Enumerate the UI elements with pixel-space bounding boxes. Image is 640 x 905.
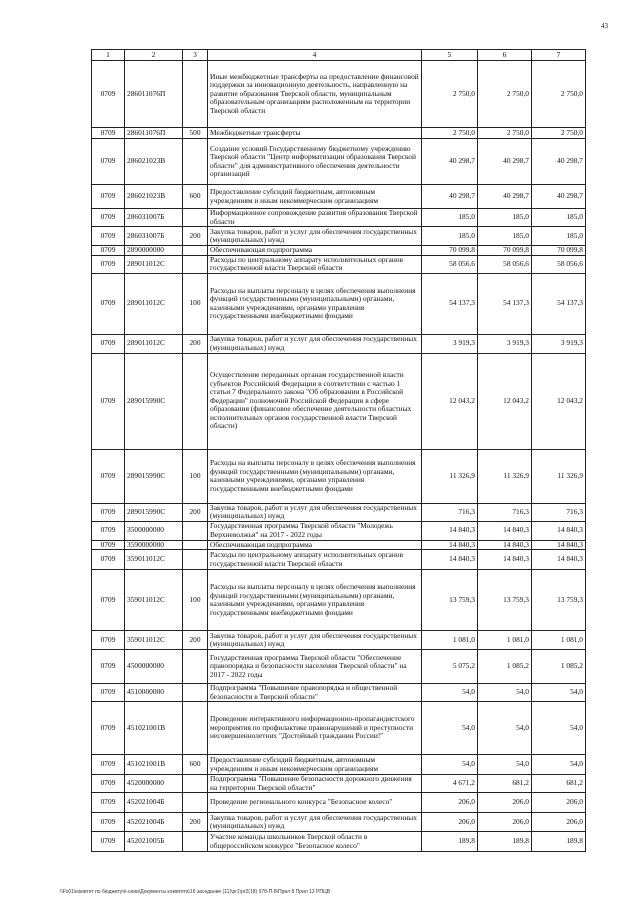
table-row <box>92 128 586 139</box>
amount-2021-cell: 1 085,2 <box>478 650 532 684</box>
table-row <box>92 449 586 503</box>
amount-2022-cell: 11 326,9 <box>532 449 586 503</box>
description-cell: Осуществление переданных органам государственной власти субъектов Российской Федерации в соответствии с частью 1 статьи 7 Федерального закона "Об образовании в Российской Федерации" полномочий Российской Федерации в сфере образования (финансовое обеспечение деятельности областных исполнительных органов государственной власти Тверской области) <box>208 353 422 449</box>
code-target-cell: 4510000000 <box>125 684 183 702</box>
code-target-cell: 452021004Б <box>125 793 183 813</box>
amount-2021-cell: 70 099,8 <box>478 246 532 256</box>
code-expense-cell: 100 <box>183 570 208 631</box>
amount-2022-cell: 54 137,3 <box>532 273 586 334</box>
code-section-cell: 0709 <box>92 128 125 139</box>
amount-2022-cell: 206,0 <box>532 793 586 813</box>
code-target-cell: 286031007Б <box>125 227 183 246</box>
code-expense-cell <box>183 209 208 227</box>
table-row <box>92 570 586 631</box>
code-expense-cell <box>183 353 208 449</box>
page-number: 43 <box>601 22 608 30</box>
amount-2021-cell: 54,0 <box>478 684 532 702</box>
amount-2021-cell: 14 840,3 <box>478 521 532 540</box>
code-expense-cell <box>183 550 208 570</box>
description-cell: Расходы по центральному аппарату исполнительных органов государственной власти Тверской области <box>208 255 422 273</box>
code-expense-cell <box>183 684 208 702</box>
code-section-cell: 0709 <box>92 185 125 209</box>
code-expense-cell: 200 <box>183 503 208 521</box>
table-row <box>92 209 586 227</box>
code-target-cell: 289015990С <box>125 449 183 503</box>
code-section-cell: 0709 <box>92 521 125 540</box>
table-row <box>92 227 586 246</box>
amount-2020-cell: 185,0 <box>422 209 478 227</box>
amount-2020-cell: 70 099,8 <box>422 246 478 256</box>
amount-2022-cell: 2 750,0 <box>532 61 586 128</box>
table-row <box>92 185 586 209</box>
amount-2022-cell: 54,0 <box>532 702 586 755</box>
amount-2021-cell: 14 840,3 <box>478 550 532 570</box>
table-row <box>92 650 586 684</box>
description-cell: Создание условий Государственному бюджетному учреждению Тверской области "Центр информатизации образования Тверской области" для административного обеспечения деятельности организаций <box>208 139 422 185</box>
description-cell: Проведение интерактивного информационно-пропагандистского мероприятия по профилактике правонарушений и преступности несовершеннолетних "Достойный гражданин России!" <box>208 702 422 755</box>
table-row <box>92 334 586 353</box>
description-cell: Подпрограмма "Повышение правопорядка и общественной безопасности в Тверской области" <box>208 684 422 702</box>
code-section-cell: 0709 <box>92 832 125 852</box>
code-expense-cell: 200 <box>183 813 208 832</box>
amount-2021-cell: 716,3 <box>478 503 532 521</box>
code-target-cell: 4520000000 <box>125 775 183 793</box>
amount-2022-cell: 54,0 <box>532 684 586 702</box>
code-section-cell: 0709 <box>92 246 125 256</box>
table-row <box>92 550 586 570</box>
amount-2020-cell: 5 075,2 <box>422 650 478 684</box>
code-target-cell: 289015990С <box>125 353 183 449</box>
amount-2021-cell: 12 043,2 <box>478 353 532 449</box>
code-expense-cell <box>183 650 208 684</box>
table-row <box>92 684 586 702</box>
description-cell: Подпрограмма "Повышение безопасности дорожного движения на территории Тверской области" <box>208 775 422 793</box>
description-cell: Расходы на выплаты персоналу в целях обеспечения выполнения функций государственными (муниципальными) органами, казенными учреждениями, органами управления государственными внебюджетными фондами <box>208 449 422 503</box>
description-cell: Закупка товаров, работ и услуг для обеспечения государственных (муниципальных) нужд <box>208 334 422 353</box>
code-section-cell: 0709 <box>92 353 125 449</box>
header-cell-6: 6 <box>478 50 532 61</box>
description-cell: Проведение регионального конкурса "Безопасное колесо" <box>208 793 422 813</box>
code-target-cell: 359011012С <box>125 631 183 650</box>
code-section-cell: 0709 <box>92 449 125 503</box>
amount-2022-cell: 13 759,3 <box>532 570 586 631</box>
code-section-cell: 0709 <box>92 209 125 227</box>
table-row <box>92 755 586 775</box>
amount-2022-cell: 40 298,7 <box>532 139 586 185</box>
amount-2020-cell: 54,0 <box>422 702 478 755</box>
code-target-cell: 286021023В <box>125 185 183 209</box>
description-cell: Закупка товаров, работ и услуг для обеспечения государственных (муниципальных) нужд <box>208 503 422 521</box>
code-section-cell: 0709 <box>92 255 125 273</box>
header-cell-1: 1 <box>92 50 125 61</box>
amount-2020-cell: 54 137,3 <box>422 273 478 334</box>
amount-2021-cell: 58 056,6 <box>478 255 532 273</box>
code-target-cell: 3590000000 <box>125 540 183 550</box>
amount-2020-cell: 54,0 <box>422 684 478 702</box>
amount-2021-cell: 206,0 <box>478 793 532 813</box>
code-expense-cell <box>183 61 208 128</box>
code-target-cell: 286011076П <box>125 128 183 139</box>
amount-2020-cell: 206,0 <box>422 793 478 813</box>
header-cell-5: 5 <box>422 50 478 61</box>
amount-2020-cell: 185,0 <box>422 227 478 246</box>
code-section-cell: 0709 <box>92 775 125 793</box>
code-target-cell: 286031007Б <box>125 209 183 227</box>
amount-2022-cell: 1 081,0 <box>532 631 586 650</box>
code-section-cell: 0709 <box>92 631 125 650</box>
code-target-cell: 289011012С <box>125 273 183 334</box>
code-section-cell: 0709 <box>92 702 125 755</box>
table-row <box>92 540 586 550</box>
header-cell-4: 4 <box>208 50 422 61</box>
table-row <box>92 631 586 650</box>
amount-2022-cell: 716,3 <box>532 503 586 521</box>
amount-2020-cell: 189,8 <box>422 832 478 852</box>
amount-2020-cell: 2 750,0 <box>422 128 478 139</box>
amount-2021-cell: 189,8 <box>478 832 532 852</box>
code-target-cell: 2890000000 <box>125 246 183 256</box>
code-section-cell: 0709 <box>92 273 125 334</box>
code-expense-cell: 200 <box>183 334 208 353</box>
amount-2020-cell: 13 759,3 <box>422 570 478 631</box>
table-row <box>92 521 586 540</box>
code-target-cell: 289011012С <box>125 334 183 353</box>
table-row <box>92 775 586 793</box>
amount-2021-cell: 3 919,3 <box>478 334 532 353</box>
description-cell: Предоставление субсидий бюджетным, автономным учреждениям и иным некоммерческим организациям <box>208 185 422 209</box>
code-target-cell: 452021004Б <box>125 813 183 832</box>
table-row <box>92 503 586 521</box>
code-section-cell: 0709 <box>92 650 125 684</box>
amount-2022-cell: 185,0 <box>532 227 586 246</box>
amount-2021-cell: 54,0 <box>478 755 532 775</box>
code-expense-cell: 100 <box>183 449 208 503</box>
header-cell-3: 3 <box>183 50 208 61</box>
code-section-cell: 0709 <box>92 793 125 813</box>
code-target-cell: 359011012С <box>125 550 183 570</box>
amount-2021-cell: 54 137,3 <box>478 273 532 334</box>
code-expense-cell <box>183 246 208 256</box>
amount-2022-cell: 3 919,3 <box>532 334 586 353</box>
code-expense-cell: 200 <box>183 631 208 650</box>
amount-2020-cell: 58 056,6 <box>422 255 478 273</box>
amount-2021-cell: 40 298,7 <box>478 139 532 185</box>
code-section-cell: 0709 <box>92 61 125 128</box>
code-target-cell: 289015990С <box>125 503 183 521</box>
amount-2021-cell: 185,0 <box>478 227 532 246</box>
code-section-cell: 0709 <box>92 813 125 832</box>
amount-2022-cell: 54,0 <box>532 755 586 775</box>
description-cell: Участие команды школьников Тверской области в общероссийском конкурсе "Безопасное колесо" <box>208 832 422 852</box>
amount-2022-cell: 681,2 <box>532 775 586 793</box>
code-expense-cell <box>183 255 208 273</box>
code-expense-cell <box>183 793 208 813</box>
table-row <box>92 61 586 128</box>
footer-file-path: \\Fs01\комитет по бюджету\ё-сеии\Документы комитета\16 заседание (11)\pr1\pr2(18) 978-П-8\Прил 8 Прил 12 РПЦВ <box>60 889 331 895</box>
amount-2020-cell: 11 326,9 <box>422 449 478 503</box>
description-cell: Иные межбюджетные трансферты на предоставление финансовой поддержки за инновационную деятельность, направленную на развитие образования Тверской области, муниципальным образовательным организациям расположенным на территории Тверской области <box>208 61 422 128</box>
table-row <box>92 353 586 449</box>
amount-2020-cell: 716,3 <box>422 503 478 521</box>
code-expense-cell <box>183 702 208 755</box>
amount-2022-cell: 206,0 <box>532 813 586 832</box>
code-section-cell: 0709 <box>92 684 125 702</box>
amount-2021-cell: 11 326,9 <box>478 449 532 503</box>
amount-2022-cell: 14 840,3 <box>532 540 586 550</box>
header-cell-7: 7 <box>532 50 586 61</box>
table-row <box>92 832 586 852</box>
code-section-cell: 0709 <box>92 755 125 775</box>
description-cell: Обеспечивающая подпрограмма <box>208 246 422 256</box>
code-section-cell: 0709 <box>92 550 125 570</box>
code-expense-cell <box>183 832 208 852</box>
amount-2022-cell: 189,8 <box>532 832 586 852</box>
amount-2022-cell: 14 840,3 <box>532 521 586 540</box>
amount-2020-cell: 12 043,2 <box>422 353 478 449</box>
amount-2021-cell: 1 081,0 <box>478 631 532 650</box>
code-target-cell: 359011012С <box>125 570 183 631</box>
amount-2022-cell: 185,0 <box>532 209 586 227</box>
code-section-cell: 0709 <box>92 540 125 550</box>
code-expense-cell: 200 <box>183 227 208 246</box>
amount-2022-cell: 1 085,2 <box>532 650 586 684</box>
header-cell-2: 2 <box>125 50 183 61</box>
code-expense-cell <box>183 540 208 550</box>
table-row <box>92 702 586 755</box>
table-row <box>92 139 586 185</box>
amount-2022-cell: 12 043,2 <box>532 353 586 449</box>
amount-2020-cell: 2 750,0 <box>422 61 478 128</box>
amount-2020-cell: 40 298,7 <box>422 185 478 209</box>
code-expense-cell <box>183 521 208 540</box>
description-cell: Закупка товаров, работ и услуг для обеспечения государственных (муниципальных) нужд <box>208 631 422 650</box>
amount-2020-cell: 14 840,3 <box>422 550 478 570</box>
amount-2022-cell: 58 056,6 <box>532 255 586 273</box>
table-header-row <box>92 50 586 61</box>
amount-2021-cell: 13 759,3 <box>478 570 532 631</box>
amount-2020-cell: 4 671,2 <box>422 775 478 793</box>
code-target-cell: 451021001В <box>125 702 183 755</box>
amount-2021-cell: 2 750,0 <box>478 128 532 139</box>
code-target-cell: 4500000000 <box>125 650 183 684</box>
description-cell: Закупка товаров, работ и услуг для обеспечения государственных (муниципальных) нужд <box>208 227 422 246</box>
description-cell: Обеспечивающая подпрограмма <box>208 540 422 550</box>
amount-2021-cell: 54,0 <box>478 702 532 755</box>
description-cell: Расходы на выплаты персоналу в целях обеспечения выполнения функций государственными (муниципальными) органами, казенными учреждениями, органами управления государственными внебюджетными фондами <box>208 570 422 631</box>
description-cell: Закупка товаров, работ и услуг для обеспечения государственных (муниципальных) нужд <box>208 813 422 832</box>
amount-2021-cell: 681,2 <box>478 775 532 793</box>
amount-2020-cell: 1 081,0 <box>422 631 478 650</box>
description-cell: Информационное сопровождение развития образования Тверской области <box>208 209 422 227</box>
amount-2022-cell: 70 099,8 <box>532 246 586 256</box>
amount-2022-cell: 40 298,7 <box>532 185 586 209</box>
code-target-cell: 452021005Б <box>125 832 183 852</box>
code-section-cell: 0709 <box>92 570 125 631</box>
amount-2021-cell: 40 298,7 <box>478 185 532 209</box>
amount-2021-cell: 206,0 <box>478 813 532 832</box>
code-expense-cell: 600 <box>183 755 208 775</box>
code-expense-cell: 600 <box>183 185 208 209</box>
code-target-cell: 286011076П <box>125 61 183 128</box>
code-section-cell: 0709 <box>92 334 125 353</box>
code-section-cell: 0709 <box>92 139 125 185</box>
table-row <box>92 246 586 256</box>
code-expense-cell: 500 <box>183 128 208 139</box>
table-row <box>92 273 586 334</box>
description-cell: Межбюджетные трансферты <box>208 128 422 139</box>
amount-2021-cell: 185,0 <box>478 209 532 227</box>
amount-2020-cell: 14 840,3 <box>422 521 478 540</box>
code-target-cell: 289011012С <box>125 255 183 273</box>
code-target-cell: 3500000000 <box>125 521 183 540</box>
amount-2020-cell: 40 298,7 <box>422 139 478 185</box>
description-cell: Расходы по центральному аппарату исполнительных органов государственной власти Тверской области <box>208 550 422 570</box>
description-cell: Государственная программа Тверской области "Обеспечение правопорядка и безопасности населения Тверской области" на 2017 - 2022 годы <box>208 650 422 684</box>
code-section-cell: 0709 <box>92 227 125 246</box>
code-target-cell: 451021001В <box>125 755 183 775</box>
amount-2020-cell: 14 840,3 <box>422 540 478 550</box>
table-row <box>92 813 586 832</box>
code-expense-cell: 100 <box>183 273 208 334</box>
amount-2020-cell: 54,0 <box>422 755 478 775</box>
budget-table <box>91 49 586 852</box>
amount-2022-cell: 2 750,0 <box>532 128 586 139</box>
amount-2020-cell: 206,0 <box>422 813 478 832</box>
amount-2021-cell: 2 750,0 <box>478 61 532 128</box>
table-row <box>92 793 586 813</box>
amount-2020-cell: 3 919,3 <box>422 334 478 353</box>
code-expense-cell <box>183 139 208 185</box>
table-row <box>92 255 586 273</box>
code-section-cell: 0709 <box>92 503 125 521</box>
code-target-cell: 286021023В <box>125 139 183 185</box>
description-cell: Государственная программа Тверской области "Молодежь Верхневолжья" на 2017 - 2022 годы <box>208 521 422 540</box>
amount-2022-cell: 14 840,3 <box>532 550 586 570</box>
code-expense-cell <box>183 775 208 793</box>
description-cell: Предоставление субсидий бюджетным, автономным учреждениям и иным некоммерческим организациям <box>208 755 422 775</box>
description-cell: Расходы на выплаты персоналу в целях обеспечения выполнения функций государственными (муниципальными) органами, казенными учреждениями, органами управления государственными внебюджетными фондами <box>208 273 422 334</box>
amount-2021-cell: 14 840,3 <box>478 540 532 550</box>
